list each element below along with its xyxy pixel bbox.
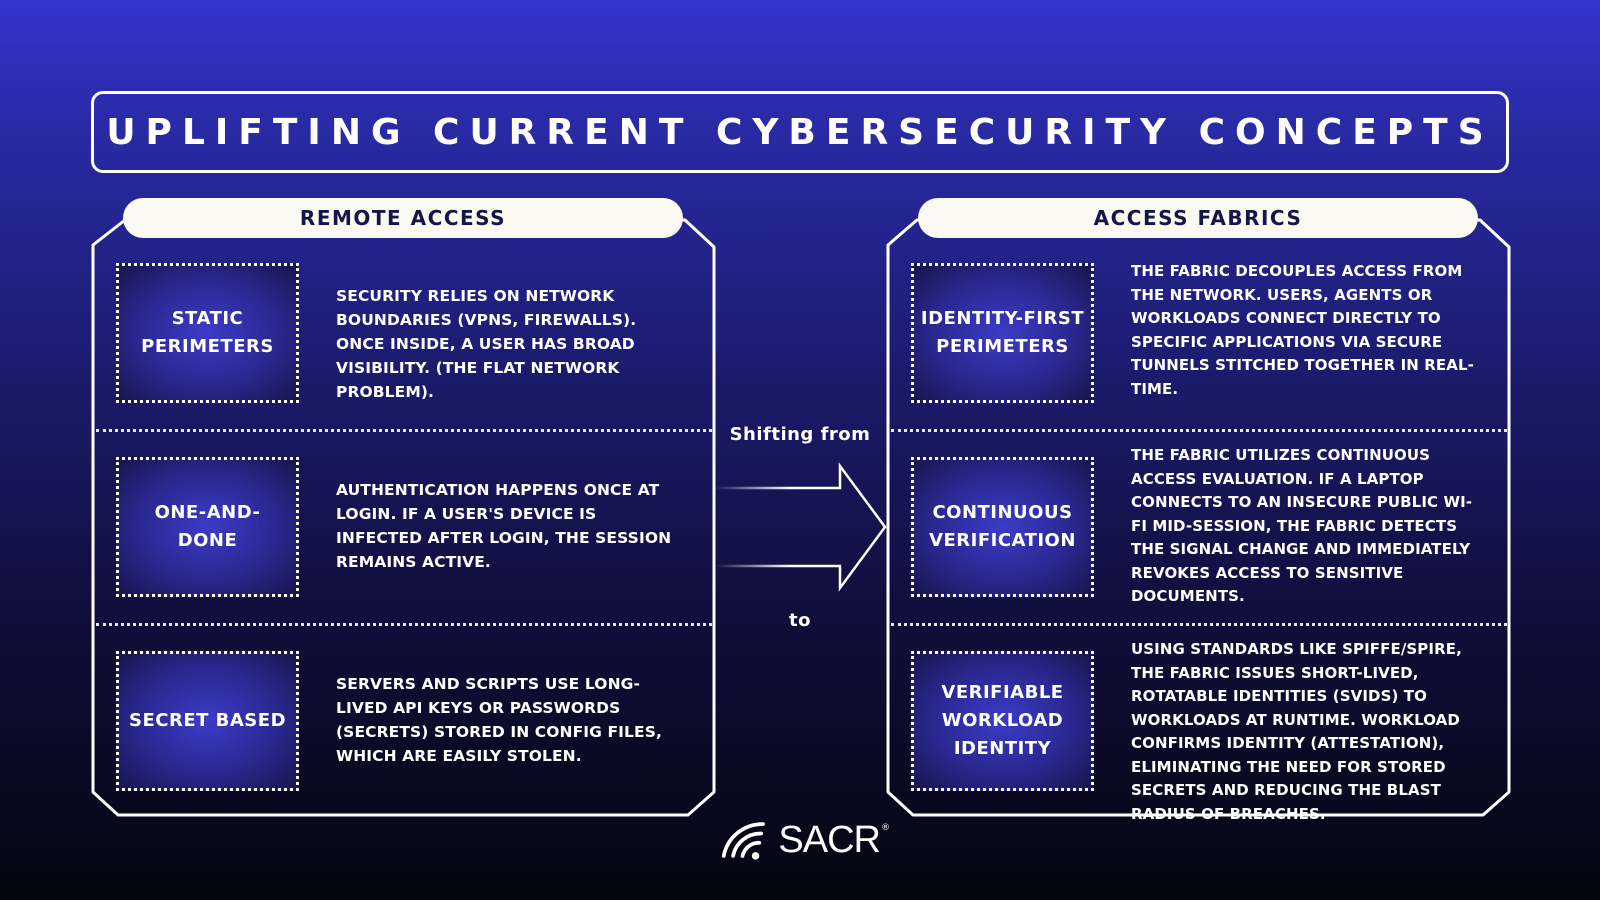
wifi-signal-icon [720, 817, 772, 863]
left-row-static-perimeters [91, 226, 711, 416]
label-secret-based [116, 651, 299, 791]
right-row-continuous-verification [886, 420, 1508, 610]
label-identity-first-perimeters-text: IDENTITY-FIRST PERIMETERS [920, 308, 1085, 357]
label-static-perimeters [116, 263, 299, 403]
desc-verifiable-workload-identity: USING STANDARDS LIKE SPIFFE/SPIRE, THE FABRIC ISSUES SHORT-LIVED, ROTATABLE IDENTITIES (SVIDS) TO WORKLOADS AT RUNTIME. WORKLOAD CONFIRMS IDENTITY (ATTESTATION), ELIMINATING THE NEED FOR STORED SECRETS AND REDUCING THE BLAST RADIUS OF BREACHES. [1131, 640, 1462, 823]
right-row-verifiable-workload [886, 614, 1508, 823]
left-panel-heading-text: REMOTE ACCESS [299, 206, 507, 230]
label-identity-first-perimeters [911, 263, 1094, 403]
desc-static-perimeters: SECURITY RELIES ON NETWORK BOUNDARIES (VPNS, FIREWALLS). ONCE INSIDE, A USER HAS BROAD VISIBILITY. (THE FLAT NETWORK PROBLEM). [336, 287, 637, 401]
label-one-and-done-text: ONE-AND-DONE [154, 502, 261, 551]
right-panel-heading-text: ACCESS FABRICS [1093, 206, 1303, 230]
label-static-perimeters-text: STATIC PERIMETERS [141, 308, 274, 357]
title-banner [91, 91, 1509, 173]
label-continuous-verification [911, 457, 1094, 597]
label-continuous-verification-text: CONTINUOUS VERIFICATION [929, 502, 1076, 551]
desc-identity-first-perimeters: THE FABRIC DECOUPLES ACCESS FROM THE NETWORK. USERS, AGENTS OR WORKLOADS CONNECT DIRECTLY TO SPECIFIC APPLICATIONS VIA SECURE TUNNELS STITCHED TOGETHER IN REAL-TIME. [1131, 262, 1474, 398]
label-verifiable-workload-identity [911, 651, 1094, 791]
desc-secret-based: SERVERS AND SCRIPTS USE LONG-LIVED API KEYS OR PASSWORDS (SECRETS) STORED IN CONFIG FILES, WHICH ARE EASILY STOLEN. [336, 675, 662, 765]
to-label: to [789, 610, 811, 631]
label-secret-based-text: SECRET BASED [128, 710, 287, 731]
right-arrow-icon [715, 462, 890, 592]
label-verifiable-workload-identity-text: VERIFIABLE WORKLOAD IDENTITY [941, 682, 1064, 759]
desc-continuous-verification: THE FABRIC UTILIZES CONTINUOUS ACCESS EVALUATION. IF A LAPTOP CONNECTS TO AN INSECURE PUBLIC WI-FI MID-SESSION, THE FABRIC DETECTS THE SIGNAL CHANGE AND IMMEDIATELY REVOKES ACCESS TO SENSITIVE DOCUMENTS. [1131, 446, 1473, 605]
right-row-identity-first [886, 226, 1508, 416]
shifting-from-label: Shifting from [729, 424, 871, 445]
page-title: UPLIFTING CURRENT CYBERSECURITY CONCEPTS [106, 111, 1494, 153]
left-row-secret-based [91, 614, 711, 804]
sacr-logo [720, 815, 890, 865]
label-one-and-done [116, 457, 299, 597]
logo-text: SACR [778, 818, 880, 861]
left-row-one-and-done [91, 420, 711, 610]
registered-mark: ® [881, 823, 890, 833]
desc-one-and-done: AUTHENTICATION HAPPENS ONCE AT LOGIN. IF A USER'S DEVICE IS INFECTED AFTER LOGIN, THE SESSION REMAINS ACTIVE. [336, 481, 672, 571]
